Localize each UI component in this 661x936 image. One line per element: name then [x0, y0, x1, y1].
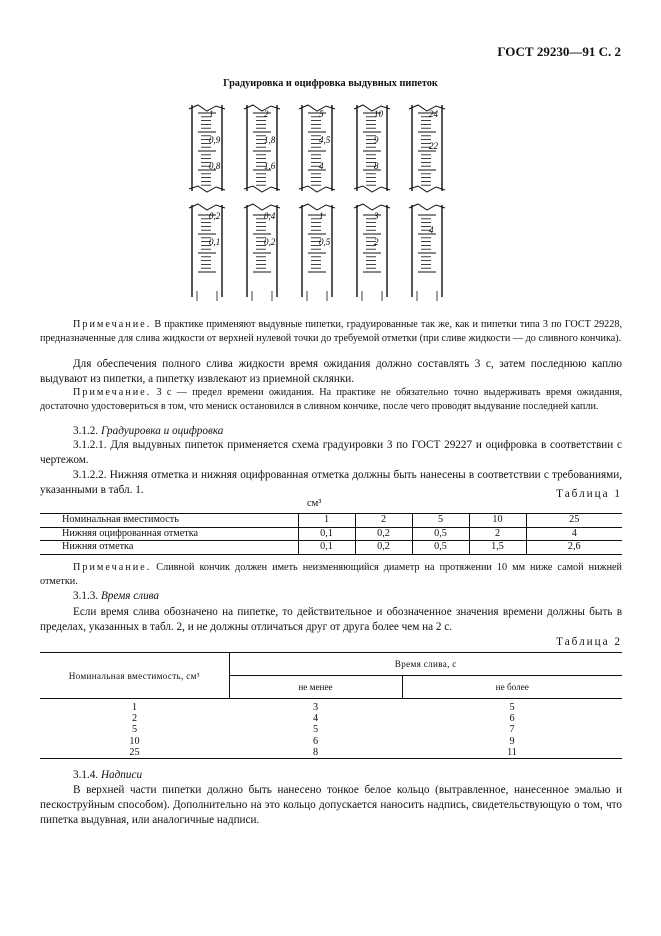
graduation-label: 2	[264, 109, 269, 119]
section-number: 3.1.2.	[73, 425, 99, 437]
table1-unit: см³	[307, 498, 322, 509]
table-cell: 3	[312, 702, 319, 713]
table-cell: 0,5	[412, 527, 469, 541]
pipette-break-line	[189, 105, 225, 111]
table-cell: 5	[131, 724, 138, 736]
note-label: Примечание.	[73, 562, 152, 573]
graduation-label: 0,9	[209, 135, 221, 145]
graduation-label: 1,8	[264, 135, 276, 145]
note-3	[40, 561, 622, 588]
table2-col1-header: Номинальная вместимость, см³	[40, 653, 229, 699]
table-cell: 11	[402, 747, 622, 759]
paragraph: В верхней части пипетки должно быть нанесено тонкое белое кольцо (вытравленное, нанесенное эмалью и пескоструйным способом). Дополнительно на это кольцо допускается наносить надпись, свидетельствующую о том, что пипетка выдувная, или аналогичные надписи.	[40, 784, 622, 827]
graduation-label: 10	[374, 109, 383, 119]
table-row	[40, 724, 622, 735]
pipettes-figure	[180, 95, 470, 305]
pipette-break-line	[409, 204, 445, 210]
table-1	[40, 513, 622, 555]
note-text: Сливной кончик должен иметь неизменяющийся диаметр на протяжении 10 мм ниже самой нижней отметки.	[40, 562, 622, 587]
paragraph: Для обеспечения полного слива жидкости время ожидания должно составлять 3 с, затем последнюю каплю выдувают из пипетки, а пипетку извлекают из приемной склянки.	[40, 358, 622, 386]
pipette-break-line	[354, 186, 390, 192]
table-2	[40, 652, 622, 759]
table2-min-header: не менее	[229, 676, 402, 699]
table-cell: 1	[298, 514, 355, 528]
pipette-break-line	[189, 204, 225, 210]
table-row	[40, 747, 622, 759]
graduation-label: 0,2	[209, 211, 221, 221]
section-title: Время слива	[100, 590, 160, 602]
table2-group-header: Время слива, с	[229, 653, 622, 676]
graduation-label: 1	[319, 211, 324, 221]
graduation-label: 0,8	[209, 161, 221, 171]
graduation-label: 22	[429, 141, 438, 151]
note-text: В практике применяют выдувные пипетки, градуированные так же, как и пипетки типа 3 по ГОСТ 29228, предназначенные для слива жидкости от верхней нулевой точки до требуемой отметки (при сливе жидкости — до сливного кончика).	[40, 319, 622, 344]
table-row	[40, 736, 622, 747]
table2-max-header: не более	[402, 676, 622, 699]
table-cell: 4	[526, 527, 622, 541]
table-cell: 1	[131, 702, 138, 713]
table-cell: 25	[40, 747, 229, 759]
table-cell: 6	[312, 735, 319, 747]
table-cell: 2,6	[526, 541, 622, 555]
table-cell: 0,2	[355, 527, 412, 541]
figure-title: Градуировка и оцифровка выдувных пипеток	[223, 78, 438, 89]
row-label: Нижняя отметка	[40, 541, 298, 555]
table-cell: 5	[412, 514, 469, 528]
pipette-break-line	[354, 204, 390, 210]
note-2	[40, 386, 622, 413]
pipette-break-line	[244, 105, 280, 111]
note-1	[40, 318, 622, 345]
table-cell: 0,5	[412, 541, 469, 555]
paragraph: 3.1.2.1. Для выдувных пипеток применяется схема градуировки 3 по ГОСТ 29227 и оцифровка в соответствии с чертежом.	[40, 439, 622, 467]
table-cell: 0,1	[298, 541, 355, 555]
table-row	[40, 514, 622, 528]
graduation-label: 2	[374, 237, 379, 247]
page-header: ГОСТ 29230—91 С. 2	[497, 44, 621, 59]
pipette-break-line	[244, 204, 280, 210]
table-cell: 0,1	[298, 527, 355, 541]
graduation-label: 24	[429, 109, 438, 119]
table1-caption: Таблица 1	[556, 488, 622, 500]
note-label: Примечание.	[73, 319, 152, 330]
section-title: Градуировка и оцифровка	[100, 425, 224, 437]
table-cell: 2	[355, 514, 412, 528]
section-3-1-3-heading	[73, 589, 622, 604]
paragraph: 3.1.2.2. Нижняя отметка и нижняя оцифрованная отметка должны быть нанесены в соответствии с требованиями, указанными в табл. 1.	[40, 469, 622, 497]
table-cell: 4	[312, 713, 319, 725]
table-cell: 1,5	[469, 541, 526, 555]
pipette-upper-wall	[192, 105, 222, 191]
pipette-break-line	[299, 204, 335, 210]
table-cell: 0,2	[355, 541, 412, 555]
graduation-label: 3	[374, 211, 379, 221]
pipette-break-line	[409, 186, 445, 192]
graduation-label: 4	[319, 161, 324, 171]
paragraph: Если время слива обозначено на пипетке, то действительное и обозначенное значения времени должны быть в пределах, указанных в табл. 2, и не должны отличаться друг от друга более чем на 2 с.	[40, 606, 622, 634]
table-cell: 10	[469, 514, 526, 528]
graduation-label: 9	[374, 135, 379, 145]
pipette-upper-wall	[302, 105, 332, 191]
table-row	[40, 699, 622, 714]
table-cell: 6	[509, 713, 515, 725]
graduation-label: 1	[209, 109, 214, 119]
table-cell: 10	[129, 735, 140, 747]
section-number: 3.1.4.	[73, 769, 99, 781]
table-cell: 2	[469, 527, 526, 541]
pipette-break-line	[354, 105, 390, 111]
pipette-break-line	[299, 186, 335, 192]
note-text: 3 с — предел времени ожидания. На практике не обязательно точно выдерживать время ожидания, достаточно удостовериться в том, что мениск остановился в сливном кончике, после чего проводят выдувание последней капли.	[40, 387, 622, 412]
graduation-label: 8	[374, 161, 379, 171]
graduation-label: 0,4	[264, 211, 276, 221]
section-3-1-4-heading	[73, 768, 622, 783]
table-cell: 9	[509, 735, 515, 747]
graduation-label: 0,1	[209, 237, 221, 247]
row-label: Нижняя оцифрованная отметка	[40, 527, 298, 541]
graduation-label: 5	[319, 109, 324, 119]
note-label: Примечание.	[73, 387, 152, 398]
table-cell: 7	[509, 724, 515, 736]
table-cell: 5	[509, 702, 515, 713]
pipette-break-line	[409, 105, 445, 111]
table-cell: 5	[312, 724, 319, 736]
table-cell: 25	[526, 514, 622, 528]
graduation-label: 4,5	[319, 135, 331, 145]
table-row	[40, 527, 622, 541]
pipette-break-line	[189, 186, 225, 192]
table2-caption: Таблица 2	[556, 636, 622, 648]
graduation-label: 1,6	[264, 161, 276, 171]
section-3-1-2-heading	[73, 424, 622, 439]
table-cell: 2	[131, 713, 138, 725]
graduation-label: 0,2	[264, 237, 276, 247]
table-row	[40, 713, 622, 724]
row-label: Номинальная вместимость	[40, 514, 298, 528]
pipette-break-line	[244, 186, 280, 192]
graduation-label: 0,5	[319, 237, 331, 247]
pipette-break-line	[299, 105, 335, 111]
section-title: Надписи	[100, 769, 143, 781]
table-row	[40, 541, 622, 555]
pipette-upper-wall	[247, 105, 277, 191]
section-number: 3.1.3.	[73, 590, 99, 602]
graduation-label: 4	[429, 225, 434, 235]
table-cell: 8	[229, 747, 402, 759]
